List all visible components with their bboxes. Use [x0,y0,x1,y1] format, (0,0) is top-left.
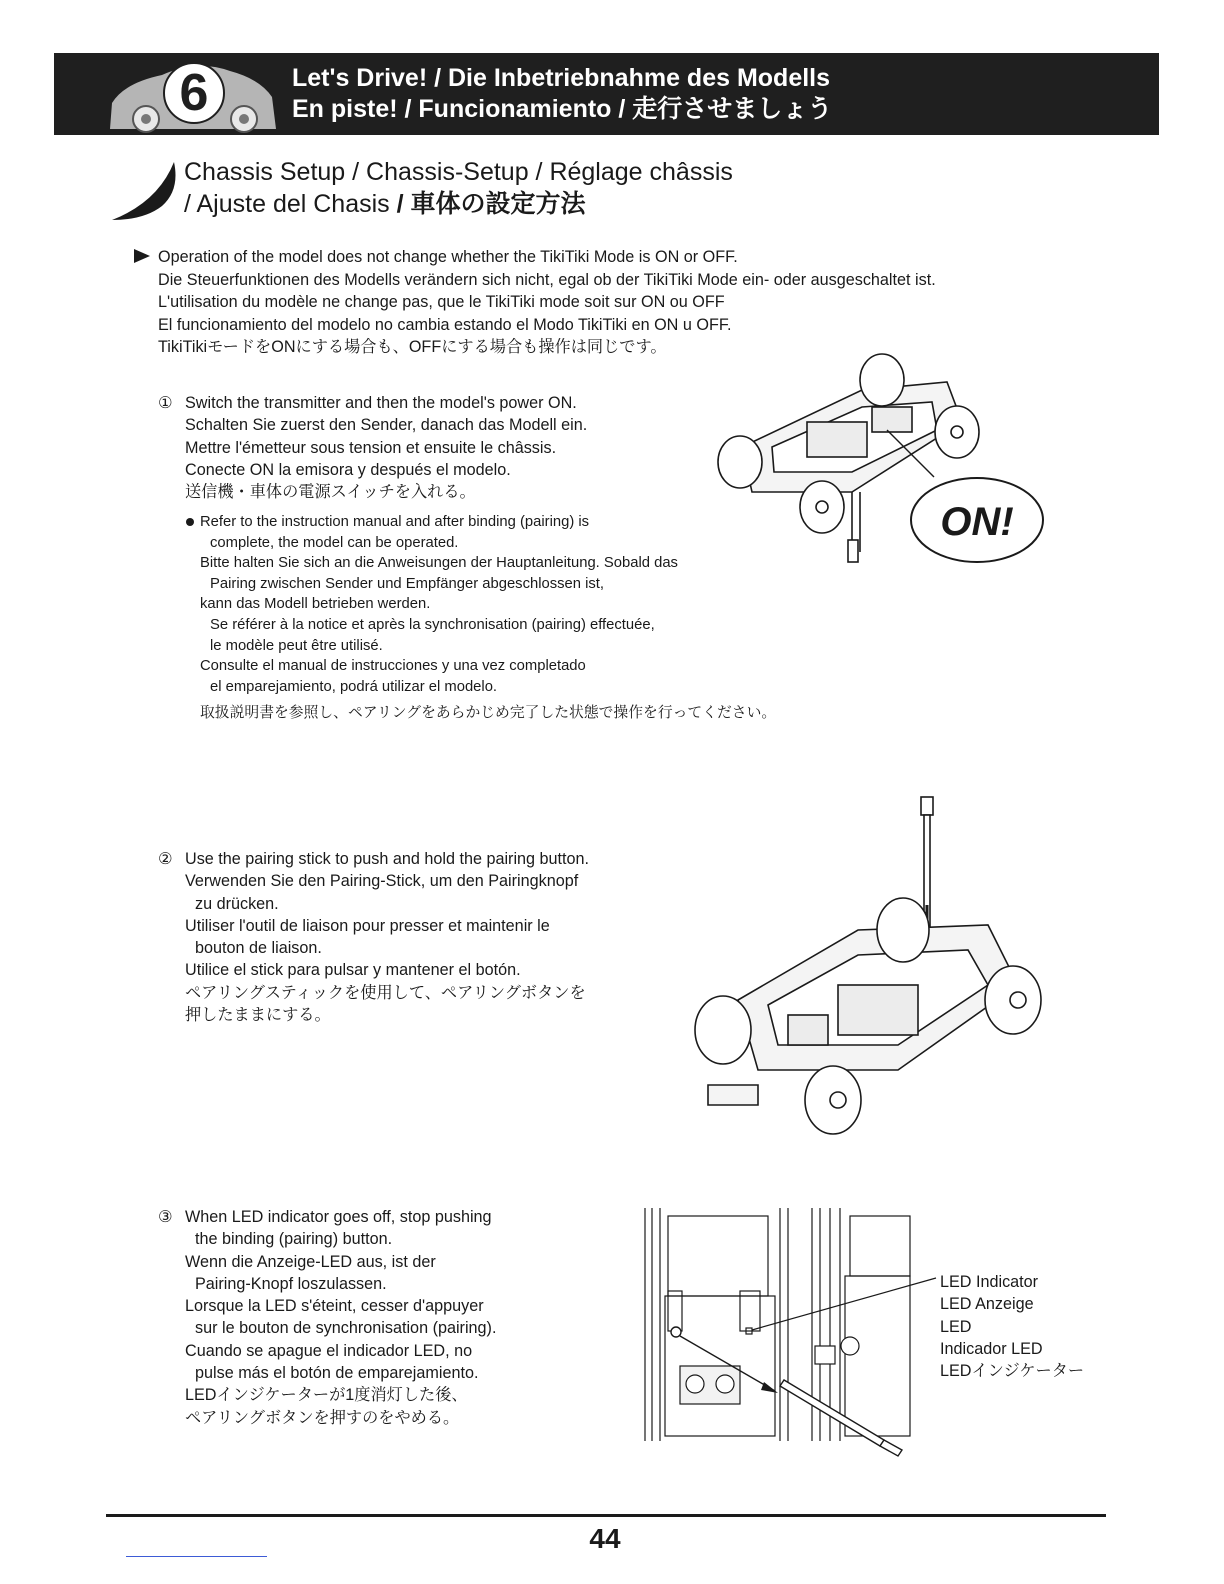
section-title-line-2 [184,188,733,220]
step-1 [158,392,587,503]
led-label: LEDインジケーター [940,1362,1085,1381]
led-indicator-illustration [640,1206,940,1468]
note-line: le modèle peut être utilisé. [210,637,383,654]
footer-link-underline [126,1556,267,1557]
step-line: Mettre l'émetteur sous tension et ensuite le châssis. [185,438,557,457]
note-line: Refer to the instruction manual and after binding (pairing) is [200,514,590,530]
section-header-bar [54,53,1159,135]
note-line: 取扱説明書を参照し、ペアリングをあらかじめ完了した状態で操作を行ってください。 [200,705,777,722]
step-line: Schalten Sie zuerst den Sender, danach das Modell ein. [185,416,588,435]
page-number: 44 [589,1523,621,1554]
section-number: 6 [179,64,209,122]
page-title [292,63,832,125]
title-line-1: Let's Drive! / Die Inbetriebnahme des Modells [292,64,831,92]
step-line: Pairing-Knopf loszulassen. [195,1274,387,1293]
note-line: Bitte halten Sie sich an die Anweisungen der Hauptanleitung. Sobald das [200,555,678,572]
note-line: complete, the model can be operated. [210,534,459,551]
arrow-right-icon [134,249,150,263]
intro-line: L'utilisation du modèle ne change pas, que le TikiTiki mode soit sur ON ou OFF [158,293,725,311]
step-line: Wenn die Anzeige-LED aus, ist der [185,1252,436,1271]
intro-line: Die Steuerfunktionen des Modells verändern sich nicht, egal ob der TikiTiki Mode ein- oder ausgeschaltet ist. [158,270,936,289]
step-line: ペアリングボタンを押すのをやめる。 [185,1408,460,1427]
note-line: el emparejamiento, podrá utilizar el modelo. [210,678,498,695]
step-line: sur le bouton de synchronisation (pairing). [195,1319,497,1338]
step-line: Lorsque la LED s'éteint, cesser d'appuyer [185,1297,484,1316]
step-line: Cuando se apague el indicador LED, no [185,1341,473,1360]
section-title [184,156,733,220]
step-line: pulse más el botón de emparejamiento. [195,1364,479,1383]
step-line: zu drücken. [195,894,279,913]
note-line: Se référer à la notice et après la synchronisation (pairing) effectuée, [210,616,655,633]
step-line: Utiliser l'outil de liaison pour presser et maintenir le [185,916,550,935]
step-line: Utilice el stick para pulsar y mantener el botón. [185,961,521,980]
step-number: ② [158,850,173,868]
led-label: Indicador LED [940,1339,1043,1358]
section-crescent-icon [110,160,180,222]
step-1-notes [186,512,776,724]
step-line: Verwenden Sie den Pairing-Stick, um den Pairingknopf [185,872,579,891]
title-line-2: En piste! / Funcionamiento / 走行させましょう [292,95,833,123]
led-label: LED Indicator [940,1273,1039,1291]
intro-line: TikiTikiモードをONにする場合も、OFFにする場合も操作は同じです。 [158,338,667,356]
step-number: ① [158,394,173,412]
intro-line: Operation of the model does not change whether the TikiTiki Mode is ON or OFF. [158,248,738,266]
step-line: Switch the transmitter and then the model's power ON. [185,394,577,412]
chassis-power-on-illustration [712,352,1047,567]
intro-note [134,246,936,359]
step-line: Use the pairing stick to push and hold the pairing button. [185,850,590,868]
step-line: LEDインジケーターが1度消灯した後、 [185,1386,468,1405]
note-line: Pairing zwischen Sender und Empfänger abgeschlossen ist, [210,575,604,592]
intro-line: El funcionamiento del modelo no cambia estando el Modo TikiTiki en ON u OFF. [158,315,732,334]
step-line: bouton de liaison. [195,939,322,958]
step-3 [158,1206,496,1429]
bullet-icon [186,518,194,526]
step-line: When LED indicator goes off, stop pushing [185,1208,492,1226]
section-title-line-2-jp: / 車体の設定方法 [396,190,586,218]
section-title-line-2-text: / Ajuste del Chasis [184,190,390,218]
led-label: LED [940,1317,972,1336]
footer-divider [106,1514,1106,1517]
step-number: ③ [158,1208,173,1226]
step-line: the binding (pairing) button. [195,1230,393,1249]
step-line: Conecte ON la emisora y después el modelo. [185,460,511,479]
step-line: 送信機・車体の電源スイッチを入れる。 [185,483,476,502]
step-2 [158,848,589,1026]
led-indicator-labels [940,1271,1084,1382]
note-line: Consulte el manual de instrucciones y una vez completado [200,658,586,675]
led-label: LED Anzeige [940,1295,1034,1314]
car-number-logo [102,55,282,133]
step-line: ペアリングスティックを使用して、ペアリングボタンを [185,983,586,1002]
on-callout-label: ON! [940,500,1014,544]
step-line: 押したままにする。 [185,1006,331,1025]
section-title-line-1: Chassis Setup / Chassis-Setup / Réglage châssis [184,158,733,186]
pairing-stick-illustration [688,795,1048,1140]
note-line: kann das Modell betrieben werden. [200,596,431,613]
